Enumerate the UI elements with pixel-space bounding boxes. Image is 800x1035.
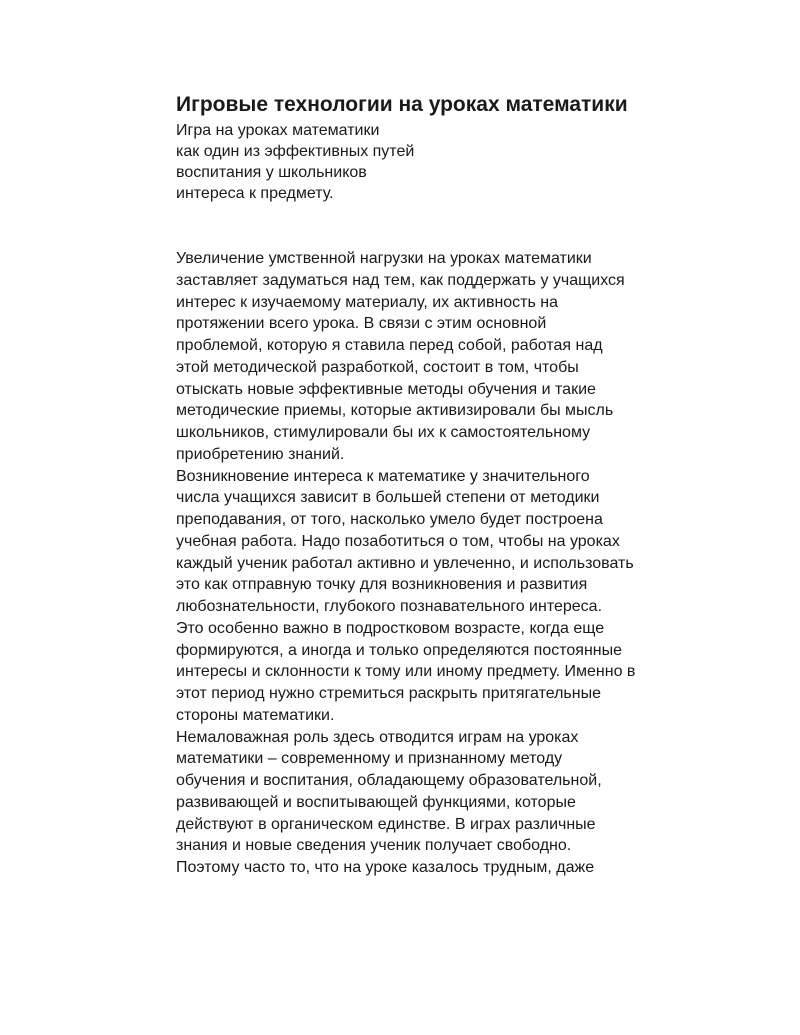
body-line: стороны математики.	[176, 706, 335, 724]
document-title: Игровые технологии на уроках математики	[176, 93, 628, 116]
body-line: этой методической разработкой, состоит в том, чтобы	[176, 358, 579, 376]
body-line: каждый ученик работал активно и увлеченно, и использовать	[176, 554, 634, 572]
body-line: Возникновение интереса к математике у значительного	[176, 467, 590, 485]
body-line: Это особенно важно в подростковом возрасте, когда еще	[176, 619, 605, 637]
body-line: обучения и воспитания, обладающему образовательной,	[176, 772, 602, 789]
body-line: отыскать новые эффективные методы обучения и такие	[176, 380, 596, 398]
body-line: числа учащихся зависит в большей степени от методики	[176, 489, 600, 507]
body-line: проблемой, которую я ставила перед собой, работая над	[176, 337, 603, 354]
body-line: развивающей и воспитывающей функциями, которые	[176, 793, 576, 811]
subtitle-line: Игра на уроках математики	[176, 122, 380, 139]
body-line: Немаловажная роль здесь отводится играм на уроках	[176, 728, 579, 746]
body-line: любознательности, глубокого познавательного интереса.	[176, 598, 603, 615]
subtitle-line: воспитания у школьников	[176, 164, 367, 181]
body-line: интересы и склонности к тому или иному предмету. Именно в	[176, 663, 636, 681]
body-line: знания и новые сведения ученик получает свободно.	[176, 837, 572, 855]
body-line: Увеличение умственной нагрузки на уроках математики	[176, 250, 592, 267]
subtitle-line: как один из эффективных путей	[176, 143, 415, 160]
document-subtitle	[176, 120, 676, 204]
body-line: Поэтому часто то, что на уроке казалось трудным, даже	[176, 859, 595, 876]
body-line: протяжении всего урока. В связи с этим основной	[176, 315, 547, 333]
body-line: школьников, стимулировали бы их к самостоятельному	[176, 424, 591, 441]
document-body	[176, 248, 716, 879]
subtitle-line: интереса к предмету.	[176, 185, 334, 202]
body-line: учебная работа. Надо позаботиться о том, чтобы на уроках	[176, 532, 620, 550]
body-line: приобретению знаний.	[176, 445, 345, 463]
body-line: действуют в органическом единстве. В играх различные	[176, 815, 596, 833]
body-line: это как отправную точку для возникновения и развития	[176, 576, 588, 594]
body-line: заставляет задуматься над тем, как поддержать у учащихся	[176, 271, 625, 289]
body-line: методические приемы, которые активизировали бы мысль	[176, 402, 614, 420]
body-line: преподавания, от того, насколько умело будет построена	[176, 511, 603, 528]
body-line: этот период нужно стремиться раскрыть притягательные	[176, 685, 601, 702]
body-line: формируются, а иногда и только определяются постоянные	[176, 641, 623, 659]
body-line: математики – современному и признанному методу	[176, 750, 563, 768]
body-line: интерес к изучаемому материалу, их активность на	[176, 293, 559, 311]
